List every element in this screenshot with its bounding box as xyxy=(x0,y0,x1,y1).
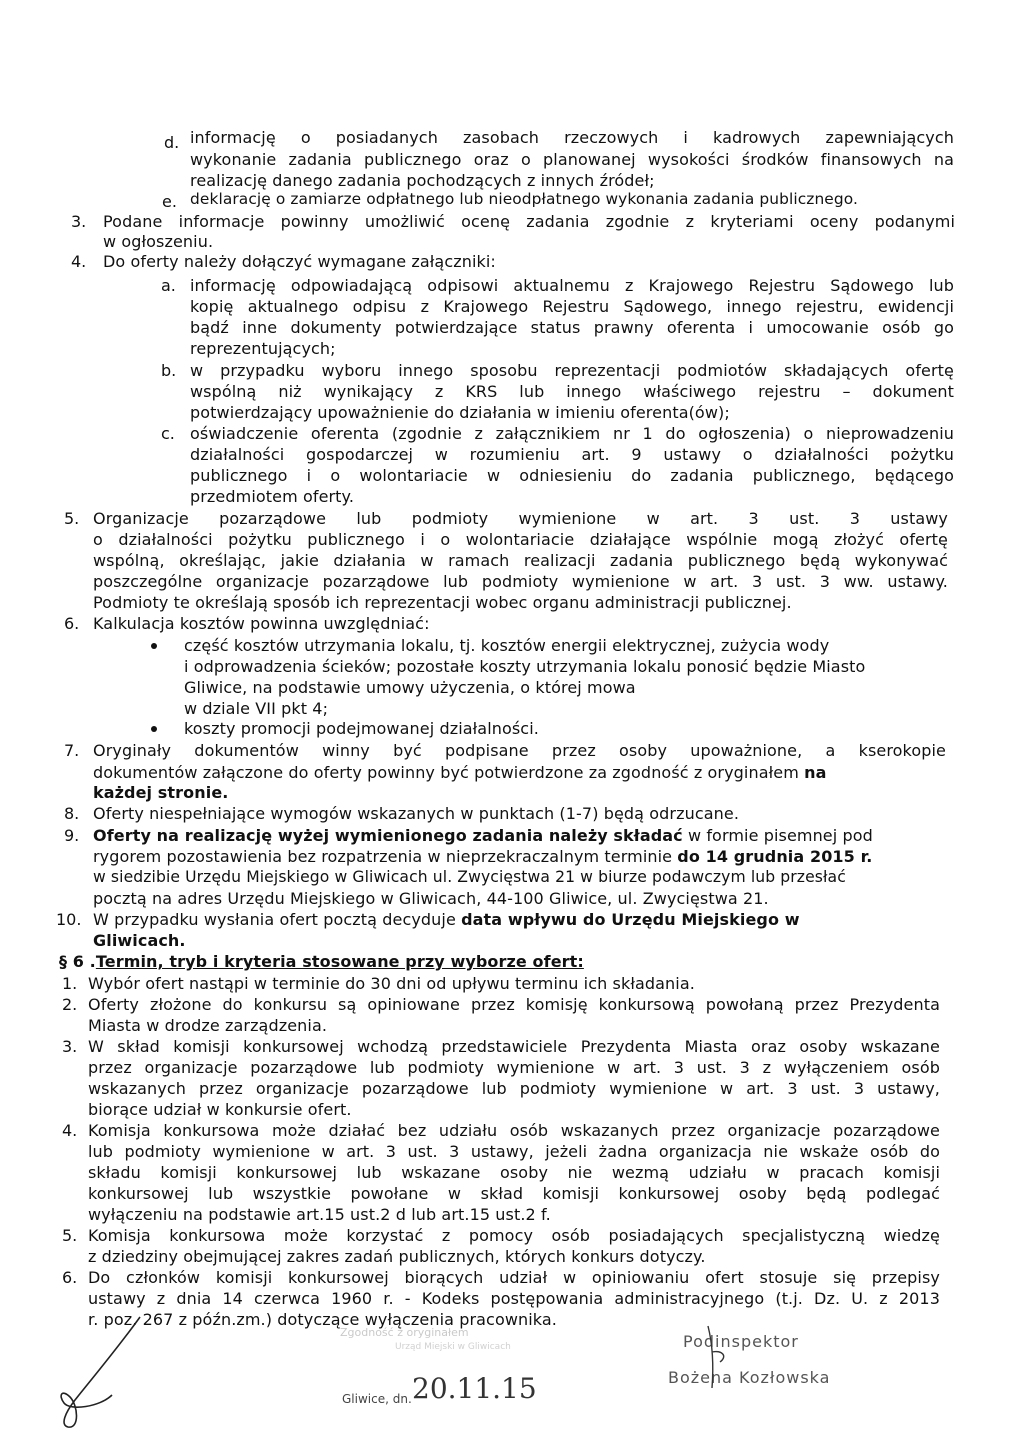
s6-point-5-label: 5. xyxy=(62,1226,78,1245)
item-a-line: kopię aktualnego odpisu z Krajowego Rejestru Sądowego, innego rejestru, ewidencji xyxy=(190,297,954,316)
s6-point-3-line: biorące udział w konkursie ofert. xyxy=(88,1100,352,1119)
item-c-line: oświadczenie oferenta (zgodnie z załącznikiem nr 1 do ogłoszenia) o nieprowadzeniu xyxy=(190,424,954,443)
point-9-line: Oferty na realizację wyżej wymienionego zadania należy składać w formie pisemnej pod xyxy=(93,826,873,845)
point-3-label: 3. xyxy=(71,212,87,231)
bullet-1-line: i odprowadzenia ścieków; pozostałe koszty utrzymania lokalu ponosić będzie Miasto xyxy=(184,657,866,676)
s6-point-6-line: r. poz. 267 z późn.zm.) dotyczące wyłączenia pracownika. xyxy=(88,1310,557,1329)
stamp-text: Urząd Miejski w Gliwicach xyxy=(395,1342,511,1352)
point-3-line: w ogłoszeniu. xyxy=(103,232,214,251)
point-4-line: Do oferty należy dołączyć wymagane załączniki: xyxy=(103,252,496,271)
point-8-label: 8. xyxy=(64,804,80,823)
point-6-line: Kalkulacja kosztów powinna uwzględniać: xyxy=(93,614,430,633)
point-9-line: w siedzibie Urzędu Miejskiego w Gliwicach ul. Zwycięstwa 21 w biurze podawczym lub przesłać xyxy=(93,868,846,886)
point-7-line: każdej stronie. xyxy=(93,783,229,802)
item-b-line: wspólną niż wynikający z KRS lub innego właściwego rejestru – dokument xyxy=(190,382,954,401)
item-b-line: potwierdzający upoważnienie do działania w imieniu oferenta(ów); xyxy=(190,403,730,422)
stamp-name: Bożena Kozłowska xyxy=(668,1368,831,1387)
s6-point-4-line: konkursowej lub wszystkie powołane w skład komisji konkursowej osoby będą podlegać xyxy=(88,1184,940,1203)
point-3-line: Podane informacje powinny umożliwić ocenę zadania zgodnie z kryteriami oceny podanymi xyxy=(103,212,955,231)
initials-mark xyxy=(688,1322,748,1392)
item-a-line: bądź inne dokumenty potwierdzające status prawny oferenta i umocowanie osób go xyxy=(190,318,954,337)
stamp-text: Zgodność z oryginałem xyxy=(340,1326,469,1339)
point-7-line: Oryginały dokumentów winny być podpisane przez osoby upoważnione, a kserokopie xyxy=(93,741,946,760)
point-10-line: Gliwicach. xyxy=(93,931,186,950)
bullet-1-line: część kosztów utrzymania lokalu, tj. kosztów energii elektrycznej, zużycia wody xyxy=(184,636,830,655)
bullet-1-line: Gliwice, na podstawie umowy użyczenia, o której mowa xyxy=(184,678,636,697)
item-e-label: e. xyxy=(162,192,177,211)
point-4-label: 4. xyxy=(71,252,87,271)
s6-point-4-line: składu komisji konkursowej lub wskazane osoby nie wezmą udziału w pracach komisji xyxy=(88,1163,940,1182)
s6-point-1-label: 1. xyxy=(62,974,78,993)
s6-point-6-line: Do członków komisji konkursowej biorących udział w opiniowaniu ofert stosuje się przepisy xyxy=(88,1268,940,1287)
bullet-dot xyxy=(151,643,157,649)
point-5-line: Podmioty te określają sposób ich reprezentacji wobec organu administracji publicznej. xyxy=(93,593,792,612)
item-c-line: przedmiotem oferty. xyxy=(190,487,355,506)
item-a-line: informację odpowiadającą odpisowi aktualnemu z Krajowego Rejestru Sądowego lub xyxy=(190,276,954,295)
item-c-label: c. xyxy=(161,424,175,443)
point-5-line: poszczególne organizacje pozarządowe lub podmioty wymienione w art. 3 ust. 3 ww. ustawy. xyxy=(93,572,948,591)
point-5-label: 5. xyxy=(64,509,80,528)
point-10-line: W przypadku wysłania ofert pocztą decyduje data wpływu do Urzędu Miejskiego w xyxy=(93,910,800,929)
s6-point-6-line: ustawy z dnia 14 czerwca 1960 r. - Kodeks postępowania administracyjnego (t.j. Dz. U. z 2013 xyxy=(88,1289,940,1308)
s6-point-3-line: W skład komisji konkursowej wchodzą przedstawiciele Prezydenta Miasta oraz osoby wskazane xyxy=(88,1037,940,1056)
stamp-city: Gliwice, dn. xyxy=(342,1392,412,1406)
s6-point-3-line: wskazanych przez organizacje pozarządowe lub podmioty wymienione w art. 3 ust. 3 ustawy, xyxy=(88,1079,940,1098)
s6-point-3-line: przez organizacje pozarządowe lub podmioty wymienione w art. 3 ust. 3 z wyłączeniem osób xyxy=(88,1058,940,1077)
s6-point-4-label: 4. xyxy=(62,1121,78,1140)
point-9-line: pocztą na adres Urzędu Miejskiego w Gliwicach, 44-100 Gliwice, ul. Zwycięstwa 21. xyxy=(93,889,769,908)
s6-point-6-label: 6. xyxy=(62,1268,78,1287)
item-b-label: b. xyxy=(161,361,177,380)
s6-point-2-label: 2. xyxy=(62,995,78,1014)
item-c-line: publicznego i o wolontariacie w odniesieniu do zadania publicznego, będącego xyxy=(190,466,954,485)
s6-point-4-line: lub podmioty wymienione w art. 3 ust. 3 ustawy, jeżeli żadna organizacja nie wskaże osób do xyxy=(88,1142,940,1161)
point-6-label: 6. xyxy=(64,614,80,633)
point-7-label: 7. xyxy=(64,741,80,760)
point-5-line: wspólną, określając, jakie działania w ramach realizacji zadania publicznego będą wykonywać xyxy=(93,551,948,570)
item-d-label: d. xyxy=(164,133,180,152)
point-7-line: dokumentów załączone do oferty powinny być potwierdzone za zgodność z oryginałem na xyxy=(93,763,827,782)
s6-point-4-line: wyłączeniu na podstawie art.15 ust.2 d lub art.15 ust.2 f. xyxy=(88,1205,551,1224)
stamp-title: Podinspektor xyxy=(683,1332,799,1351)
point-10-label: 10. xyxy=(56,910,82,929)
point-5-line: Organizacje pozarządowe lub podmioty wymienione w art. 3 ust. 3 ustawy xyxy=(93,509,948,528)
s6-point-3-label: 3. xyxy=(62,1037,78,1056)
handwritten-signature xyxy=(40,1315,150,1435)
item-a-label: a. xyxy=(161,276,176,295)
point-9-line: rygorem pozostawienia bez rozpatrzenia w nieprzekraczalnym terminie do 14 grudnia 2015 r. xyxy=(93,847,873,866)
s6-point-4-line: Komisja konkursowa może działać bez udziału osób wskazanych przez organizacje pozarządowe xyxy=(88,1121,940,1140)
bullet-dot xyxy=(151,726,157,732)
item-d-line: realizację danego zadania pochodzących z innych źródeł; xyxy=(190,171,655,190)
item-d-line: wykonanie zadania publicznego oraz o planowanej wysokości środków finansowych na xyxy=(190,150,954,169)
item-a-line: reprezentujących; xyxy=(190,339,336,358)
s6-point-5-line: z dziedziny obejmującej zakres zadań publicznych, których konkurs dotyczy. xyxy=(88,1247,706,1266)
point-8-line: Oferty niespełniające wymogów wskazanych w punktach (1-7) będą odrzucane. xyxy=(93,804,740,823)
s6-point-1-line: Wybór ofert nastąpi w terminie do 30 dni od upływu terminu ich składania. xyxy=(88,974,695,993)
s6-point-2-line: Miasta w drodze zarządzenia. xyxy=(88,1016,328,1035)
section-6-heading: § 6 .Termin, tryb i kryteria stosowane przy wyborze ofert: xyxy=(59,952,584,971)
s6-point-2-line: Oferty złożone do konkursu są opiniowane przez komisję konkursową powołaną przez Prezydenta xyxy=(88,995,940,1014)
item-d-line: informację o posiadanych zasobach rzeczowych i kadrowych zapewniających xyxy=(190,128,954,147)
bullet-2-line: koszty promocji podejmowanej działalności. xyxy=(184,719,539,738)
bullet-1-line: w dziale VII pkt 4; xyxy=(184,699,329,718)
point-5-line: o działalności pożytku publicznego i o wolontariacie działające wspólnie mogą złożyć ofertę xyxy=(93,530,948,549)
item-b-line: w przypadku wyboru innego sposobu reprezentacji podmiotów składających ofertę xyxy=(190,361,954,380)
point-9-label: 9. xyxy=(64,826,80,845)
s6-point-5-line: Komisja konkursowa może korzystać z pomocy osób posiadających specjalistyczną wiedzę xyxy=(88,1226,940,1245)
handwritten-date: 20.11.15 xyxy=(412,1372,537,1405)
item-e-line: deklarację o zamiarze odpłatnego lub nieodpłatnego wykonania zadania publicznego. xyxy=(190,190,858,208)
item-c-line: działalności gospodarczej w rozumieniu art. 9 ustawy o działalności pożytku xyxy=(190,445,954,464)
